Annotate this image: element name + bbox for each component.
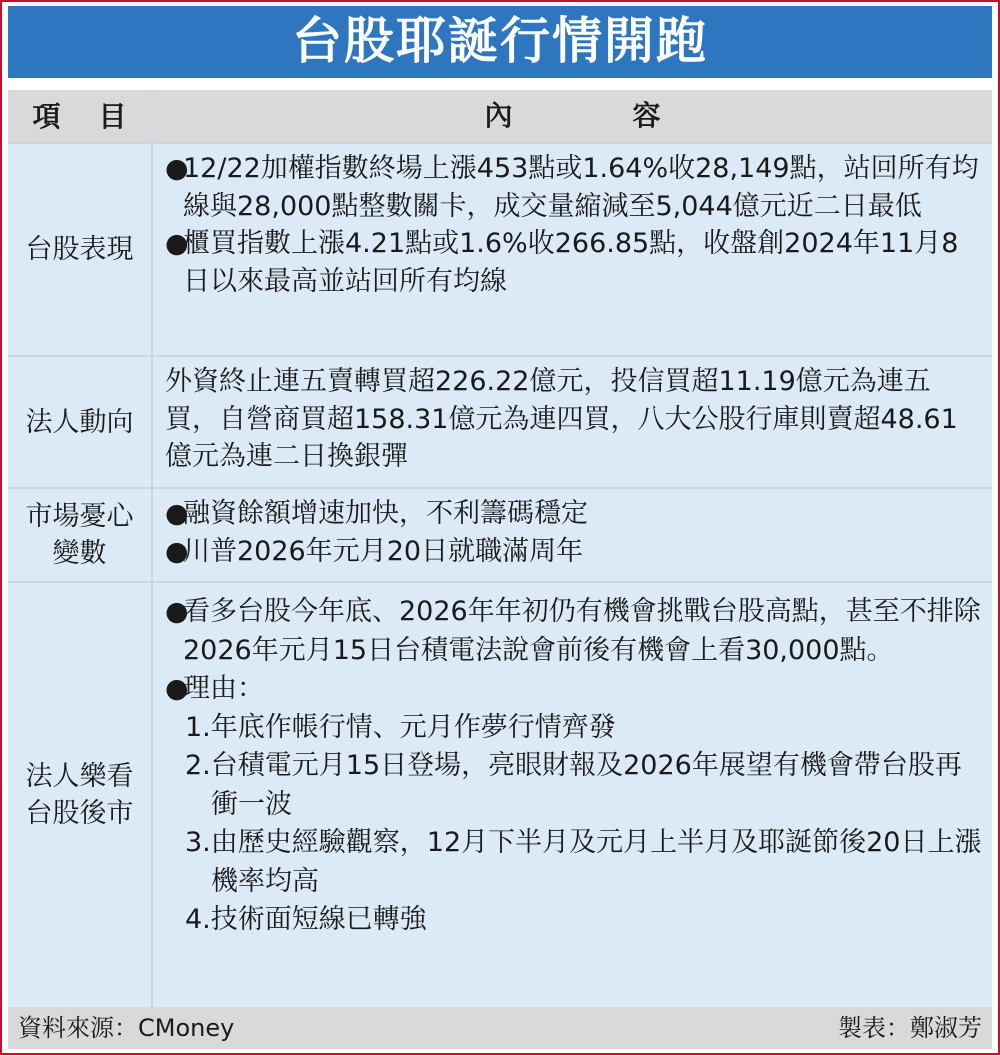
reason-item: 1.年底作帳行情、元月作夢行情齊發 (185, 711, 616, 743)
bullet-dot-icon: ● (165, 673, 189, 704)
row-content (153, 489, 992, 581)
row-label-line: 變數 (52, 538, 107, 569)
title-bar (8, 6, 992, 78)
divider (151, 583, 153, 1007)
bullet-text: 12/22加權指數終場上漲453點或1.64%收28,149點，站回所有均線與28,000點整數關卡，成交量縮減至5,044億元近二日最低 (183, 153, 979, 222)
bullet-dot-icon: ● (165, 153, 189, 184)
divider (151, 144, 153, 355)
bullet-text: 櫃買指數上漲4.21點或1.6%收266.85點，收盤創2024年11月8日以來最高並站回所有均線 (183, 228, 959, 297)
bullet-dot-icon: ● (165, 535, 189, 567)
bullet-text: 融資餘額增速加快，不利籌碼穩定 (183, 498, 588, 529)
footer (8, 1007, 992, 1049)
bullet-item (165, 495, 982, 533)
bullet-dot-icon: ● (165, 596, 189, 627)
table-row (8, 357, 992, 487)
bullet-item (165, 225, 982, 300)
bullet-item (165, 670, 982, 709)
page-title: 台股耶誕行情開跑 (292, 12, 708, 70)
header-content (153, 90, 992, 142)
table-header-row (8, 90, 992, 142)
bullet-dot-icon: ● (165, 498, 189, 529)
bullet-item (165, 533, 982, 571)
row-content (153, 144, 992, 355)
row-label-line: 市場憂心 (25, 501, 134, 532)
header-item-char-2: 目 (98, 99, 127, 133)
bullet-dot-icon: ● (165, 228, 189, 259)
bullet-text: 川普2026年元月20日就職滿周年 (183, 535, 584, 567)
table-row (8, 489, 992, 581)
header-content-char-2: 容 (632, 99, 661, 133)
row-label: 台股表現 (25, 234, 134, 265)
row-text: 外資終止連五賣轉買超226.22億元，投信買超11.19億元為連五買，自營商買超158.31億元為連四買，八大公股行庫則賣超48.61億元為連二日換銀彈 (165, 366, 958, 472)
row-label-line: 法人樂看 (25, 761, 134, 792)
bullet-item (165, 593, 982, 670)
reason-item: 3.由歷史經驗觀察，12月下半月及元月上半月及耶誕節後20日上漲機率均高 (185, 827, 982, 897)
content-table (8, 90, 992, 1007)
divider (151, 489, 153, 581)
row-label (8, 583, 151, 1007)
header-item-char-1: 項 (32, 99, 61, 133)
bullet-text: 看多台股今年底、2026年年初仍有機會挑戰台股高點，甚至不排除2026年元月15日台積電法說會前後有機會上看30,000點。 (183, 596, 981, 666)
divider (151, 90, 153, 142)
header-content-char-1: 內 (484, 99, 513, 133)
table-row (8, 144, 992, 355)
reason-item: 2.台積電元月15日登場，亮眼財報及2026年展望有機會帶台股再衝一波 (185, 750, 962, 820)
divider (151, 357, 153, 487)
reason-item: 4.技術面短線已轉強 (185, 904, 427, 935)
row-content (153, 357, 992, 487)
row-label: 法人動向 (25, 406, 134, 438)
bullet-item (165, 150, 982, 225)
row-content (153, 583, 992, 1007)
table-row (8, 583, 992, 1007)
header-item (8, 90, 151, 142)
bullet-text: 理由： (183, 673, 264, 704)
row-label-line: 台股後市 (25, 798, 134, 829)
row-label (8, 489, 151, 581)
source-credit: 資料來源：CMoney (18, 1014, 235, 1042)
maker-credit: 製表：鄭淑芳 (838, 1014, 982, 1042)
